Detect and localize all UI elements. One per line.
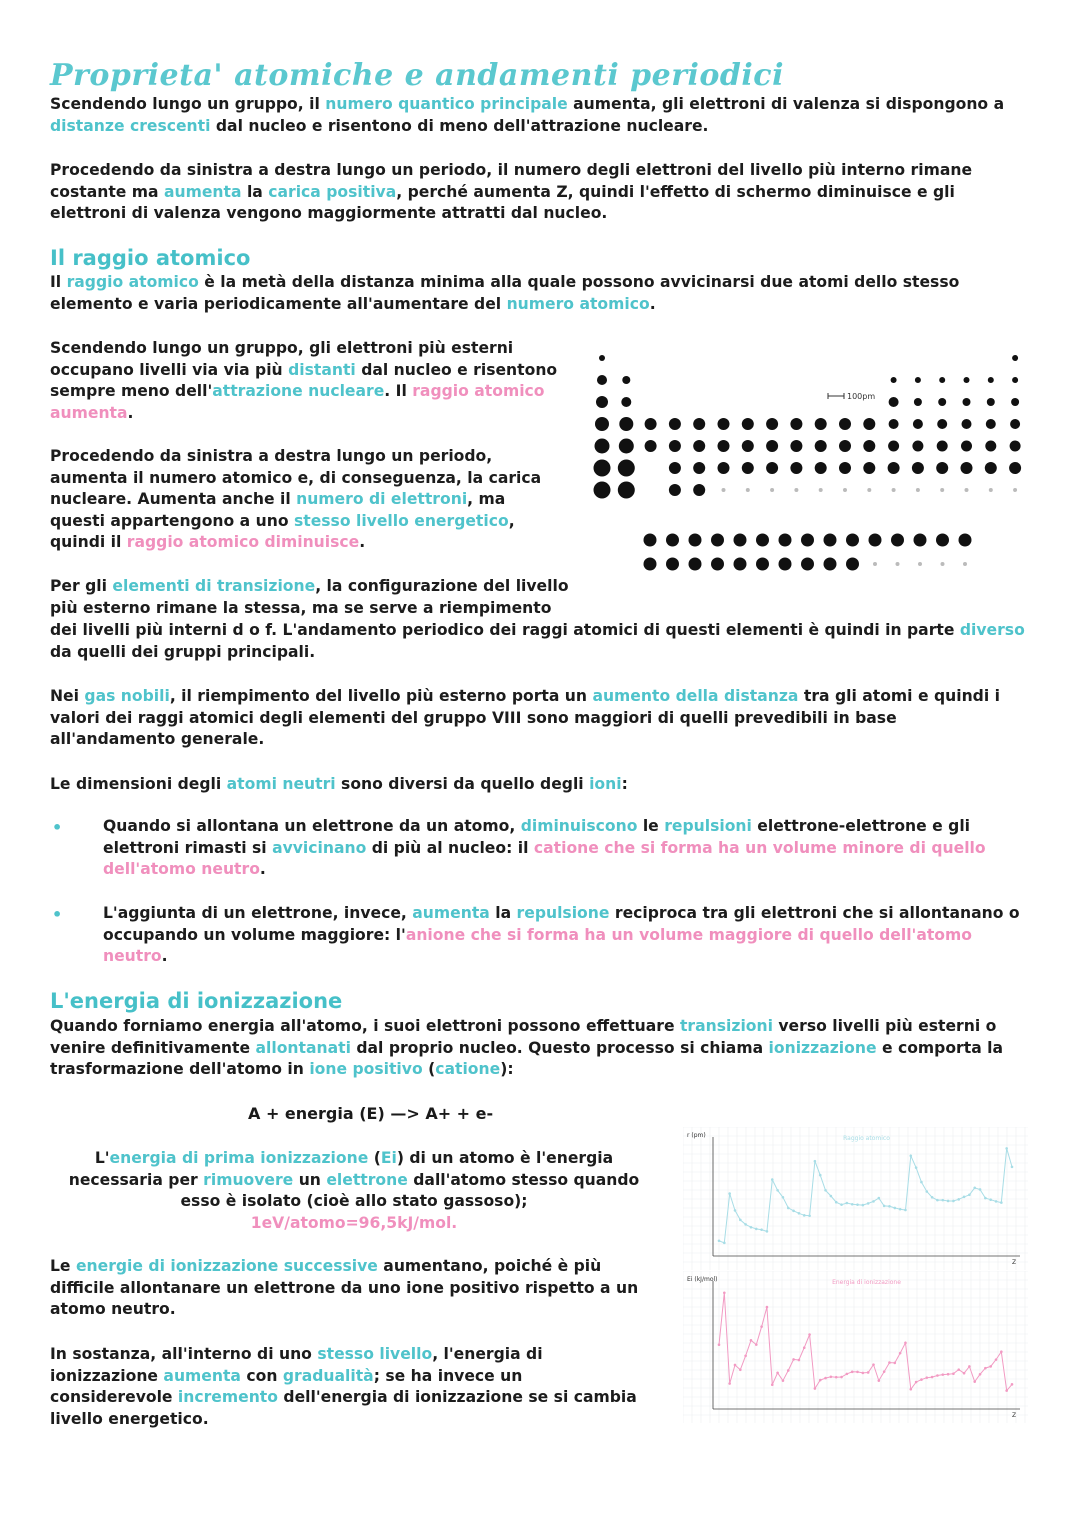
atom-circle [891, 534, 904, 547]
data-point [963, 1372, 966, 1375]
data-point [734, 1364, 737, 1367]
atom-circle [718, 440, 730, 452]
atom-circle [916, 488, 920, 492]
data-point [968, 1365, 971, 1368]
atom-circle [599, 355, 605, 361]
data-point [931, 1376, 934, 1379]
atom-circle [913, 419, 923, 429]
data-point [883, 1370, 886, 1373]
atom-circle [824, 558, 837, 571]
atom-circle [962, 419, 972, 429]
ionization-energy-chart [683, 1271, 1028, 1423]
atom-circle [815, 418, 827, 430]
atom-circle [937, 419, 947, 429]
atom-circle [889, 419, 899, 429]
atom-circle [889, 397, 899, 407]
data-point [776, 1372, 779, 1375]
data-point [798, 1359, 801, 1362]
data-point [792, 1210, 795, 1213]
chart-title: Raggio atomico [843, 1135, 890, 1142]
data-point [899, 1352, 902, 1355]
atom-circle [1012, 377, 1018, 383]
atom-circle [839, 440, 851, 452]
data-point [851, 1203, 854, 1206]
atom-circle [693, 484, 705, 496]
atom-circle [892, 488, 896, 492]
data-point [723, 1292, 726, 1295]
atom-circle [766, 462, 778, 474]
page-title: Proprieta' atomiche e andamenti periodici [50, 58, 784, 93]
atom-circle [619, 417, 633, 431]
atom-circle [779, 534, 792, 547]
data-point [872, 1200, 875, 1203]
data-point [899, 1208, 902, 1211]
data-point [941, 1373, 944, 1376]
bullet-catione: Quando si allontana un elettrone da un atomo, diminuiscono le repulsioni elettrone-elettrone e gli elettroni rimasti si avvicinano di più al nucleo: il catione che si forma ha un volume minore di quello dell'atomo neutro. [103, 817, 986, 878]
atom-circle [794, 488, 798, 492]
data-point [792, 1358, 795, 1361]
atom-circle [891, 377, 897, 383]
data-point [995, 1358, 998, 1361]
atom-circle [597, 375, 607, 385]
atom-circle [937, 441, 948, 452]
data-point [830, 1195, 833, 1198]
data-point [872, 1363, 875, 1366]
data-point [787, 1369, 790, 1372]
data-point [1005, 1389, 1008, 1392]
data-point [814, 1160, 817, 1163]
data-point [862, 1204, 865, 1207]
data-point [840, 1203, 843, 1206]
atom-circle [644, 534, 657, 547]
atom-circle [594, 460, 611, 477]
data-point [936, 1199, 939, 1202]
data-point [888, 1361, 891, 1364]
atom-circle [645, 418, 657, 430]
atom-circle [986, 419, 996, 429]
atom-circle [987, 398, 995, 406]
atom-circle [941, 562, 945, 566]
data-point [728, 1192, 731, 1195]
data-point [862, 1372, 865, 1375]
section-heading-energia: L'energia di ionizzazione [50, 989, 343, 1013]
atom-circle [1012, 355, 1018, 361]
atom-circle [988, 377, 994, 383]
atom-circle [693, 418, 705, 430]
atom-circle [621, 397, 631, 407]
atom-circle [618, 482, 635, 499]
atom-circle [756, 558, 769, 571]
atom-circle [824, 534, 837, 547]
x-axis-label: Z [1012, 1412, 1017, 1419]
data-point [904, 1342, 907, 1345]
data-point [734, 1209, 737, 1212]
atom-circle [959, 534, 972, 547]
atom-circle [693, 440, 705, 452]
data-point [989, 1365, 992, 1368]
atom-circle [873, 562, 877, 566]
y-axis-label: r (pm) [687, 1132, 706, 1139]
data-point [840, 1376, 843, 1379]
data-point [814, 1387, 817, 1390]
data-point [989, 1198, 992, 1201]
data-point [1005, 1147, 1008, 1150]
atom-circle [863, 440, 875, 452]
data-point [723, 1242, 726, 1245]
data-point [979, 1373, 982, 1376]
data-point [808, 1333, 811, 1336]
data-point [947, 1200, 950, 1203]
data-point [750, 1226, 753, 1229]
section-heading-raggio: Il raggio atomico [50, 246, 251, 270]
raggio-periodo: Procedendo da sinistra a destra lungo un periodo, aumenta il numero atomico e, di conseguenza, la carica nucleare. Aumenta anche il numero di elettroni, ma questi appartengono a uno stesso livello energetico, quindi il raggio atomico diminuisce. [50, 447, 542, 551]
data-point [744, 1223, 747, 1226]
atom-circle [779, 558, 792, 571]
atom-circle [742, 440, 754, 452]
data-point [957, 1198, 960, 1201]
data-point [973, 1380, 976, 1383]
data-point [856, 1371, 859, 1374]
data-point [925, 1190, 928, 1193]
data-point [718, 1343, 721, 1346]
data-point [920, 1378, 923, 1381]
data-point [750, 1339, 753, 1342]
data-point [830, 1375, 833, 1378]
data-point [894, 1362, 897, 1365]
atom-circle [766, 440, 778, 452]
data-point [1011, 1166, 1014, 1169]
data-point [941, 1199, 944, 1202]
atom-circle [846, 558, 859, 571]
atom-circle [618, 460, 635, 477]
data-point [915, 1166, 918, 1169]
data-point [867, 1202, 870, 1205]
y-axis-label: Ei (kJ/mol) [687, 1276, 718, 1283]
x-axis-label: Z [1012, 1259, 1017, 1266]
atom-circle [912, 441, 923, 452]
data-point [915, 1381, 918, 1384]
bullet-dot: • [52, 818, 63, 837]
data-point [936, 1374, 939, 1377]
atom-circle [790, 418, 802, 430]
atom-circle [989, 488, 993, 492]
chart-title: Energia di ionizzazione [832, 1279, 901, 1286]
intro-paragraph-2: Procedendo da sinistra a destra lungo un periodo, il numero degli elettroni del livello più interno rimane costante ma aumenta la carica positiva, perché aumenta Z, quindi l'effetto di schermo diminuisce e gli elettroni di valenza vengono maggiormente attratti dal nucleo. [50, 161, 973, 222]
data-point [739, 1219, 742, 1222]
data-point [1000, 1201, 1003, 1204]
atom-circle [734, 534, 747, 547]
data-point [952, 1200, 955, 1203]
atom-circle [964, 377, 970, 383]
atom-circle [963, 562, 967, 566]
atom-circle [815, 440, 827, 452]
atom-circle [1013, 488, 1017, 492]
atom-circle [918, 562, 922, 566]
atom-circle [985, 462, 997, 474]
scale-label: 100pm [847, 392, 876, 401]
atom-circle [711, 558, 724, 571]
data-point [803, 1346, 806, 1349]
atom-circle [594, 482, 611, 499]
atom-circle [742, 418, 754, 430]
atom-circle [985, 441, 996, 452]
data-point [867, 1371, 870, 1374]
atom-circle [770, 488, 774, 492]
atom-circle [689, 534, 702, 547]
atom-circle [756, 534, 769, 547]
atom-circle [689, 558, 702, 571]
data-point [835, 1201, 838, 1204]
atom-circle [666, 534, 679, 547]
data-point [963, 1196, 966, 1199]
data-point [878, 1379, 881, 1382]
data-point [878, 1197, 881, 1200]
intro-paragraph-1: Scendendo lungo un gruppo, il numero quantico principale aumenta, gli elettroni di valenza si dispongono a distanze crescenti dal nucleo e risentono di meno dell'attrazione nucleare. [50, 95, 1005, 135]
atom-circle [867, 488, 871, 492]
atom-circle [863, 462, 875, 474]
data-point [824, 1377, 827, 1380]
atom-circle [961, 441, 972, 452]
data-point [1000, 1350, 1003, 1353]
atom-circle [619, 439, 634, 454]
atom-circle [914, 398, 922, 406]
data-point [995, 1200, 998, 1203]
data-point [968, 1193, 971, 1196]
raggio-gas-nobili: Nei gas nobili, il riempimento del livello più esterno porta un aumento della distanza tra gli atomi e quindi i valori dei raggi atomici degli elementi del gruppo VIII sono maggiori di quelli prevedibili in base all'andamento generale. [50, 687, 1000, 748]
atom-circle [839, 462, 851, 474]
atom-circle [961, 462, 973, 474]
data-point [766, 1230, 769, 1233]
atom-circle [693, 462, 705, 474]
atom-circle [914, 534, 927, 547]
atom-circle [801, 534, 814, 547]
raggio-transizione-a: Per gli elementi di transizione, la configurazione del livello più esterno rimane la stessa, ma se serve a riempimento [50, 577, 569, 617]
data-point [803, 1214, 806, 1217]
data-point [771, 1383, 774, 1386]
data-point [952, 1372, 955, 1375]
energia-prima-ionizzazione: L'energia di prima ionizzazione (Ei) di un atomo è l'energia necessaria per rimuovere un elettrone dall'atomo stesso quando esso è isolato (cioè allo stato gassoso); 1eV/atomo=96,5kJ/mol. [68, 1149, 640, 1232]
atom-circle [734, 558, 747, 571]
raggio-transizione-b: dei livelli più interni d o f. L'andamento periodico dei raggi atomici di questi elementi è quindi in parte diverso da quelli dei gruppi principali. [50, 621, 1025, 661]
atom-circle [869, 534, 882, 547]
atom-circle [766, 418, 778, 430]
atom-circle [965, 488, 969, 492]
atom-circle [815, 462, 827, 474]
atom-circle [790, 462, 802, 474]
data-point [755, 1228, 758, 1231]
data-point [984, 1367, 987, 1370]
atom-circle [669, 418, 681, 430]
atom-circle [936, 534, 949, 547]
atom-circle [746, 488, 750, 492]
data-point [904, 1209, 907, 1212]
data-point [909, 1388, 912, 1391]
data-point [957, 1368, 960, 1371]
data-point [755, 1343, 758, 1346]
data-point [909, 1154, 912, 1157]
atom-circle [669, 440, 681, 452]
atom-circle [940, 488, 944, 492]
atom-circle [645, 440, 657, 452]
data-point [760, 1325, 763, 1328]
energia-intro: Quando forniamo energia all'atomo, i suoi elettroni possono effettuare transizioni verso livelli più esterni o venire definitivamente allontanati dal proprio nucleo. Questo processo si chiama ionizzazione e comporta la trasformazione dell'atomo in ione positivo (catione): [50, 1017, 1004, 1078]
atom-circle [939, 377, 945, 383]
atom-circle [718, 418, 730, 430]
data-point [819, 1379, 822, 1382]
atom-circle [888, 441, 899, 452]
atom-circle [596, 396, 608, 408]
data-point [979, 1188, 982, 1191]
raggio-definition: Il raggio atomico è la metà della distanza minima alla quale possono avvicinarsi due atomi dello stesso elemento e varia periodicamente all'aumentare del numero atomico. [50, 273, 960, 313]
data-point [808, 1214, 811, 1217]
atomic-radius-periodic-table [588, 340, 1030, 580]
atom-circle [722, 488, 726, 492]
raggio-gruppo: Scendendo lungo un gruppo, gli elettroni più esterni occupano livelli via via più distanti dal nucleo e risentono sempre meno dell'attrazione nucleare. Il raggio atomico aumenta. [50, 339, 558, 422]
data-point [739, 1368, 742, 1371]
atom-circle [711, 534, 724, 547]
atom-circle [863, 418, 875, 430]
atom-circle [595, 439, 610, 454]
atom-circle [888, 462, 900, 474]
data-point [984, 1197, 987, 1200]
data-point [728, 1382, 731, 1385]
atom-circle [742, 462, 754, 474]
atom-circle [963, 398, 971, 406]
atom-circle [1011, 398, 1019, 406]
data-point [894, 1207, 897, 1210]
data-point [883, 1205, 886, 1208]
raggio-ioni: Le dimensioni degli atomi neutri sono diversi da quello degli ioni: [50, 775, 628, 793]
data-point [920, 1181, 923, 1184]
data-point [856, 1203, 859, 1206]
data-point [744, 1355, 747, 1358]
atom-circle [644, 558, 657, 571]
series-line [719, 1148, 1012, 1243]
data-point [798, 1212, 801, 1215]
atom-circle [669, 462, 681, 474]
atom-circle [896, 562, 900, 566]
series-line [719, 1293, 1012, 1391]
atom-circle [666, 558, 679, 571]
data-point [782, 1196, 785, 1199]
atom-circle [819, 488, 823, 492]
atom-circle [915, 377, 921, 383]
atom-circle [1010, 441, 1021, 452]
data-point [782, 1379, 785, 1382]
data-point [846, 1373, 849, 1376]
energia-sostanza: In sostanza, all'interno di uno stesso livello, l'energia di ionizzazione aumenta con gradualità; se ha invece un considerevole incremento dell'energia di ionizzazione se si cambia livello energetico. [50, 1345, 637, 1428]
atom-circle [843, 488, 847, 492]
atom-circle [938, 398, 946, 406]
data-point [888, 1205, 891, 1208]
data-point [931, 1196, 934, 1199]
atom-circle [846, 534, 859, 547]
atom-circle [622, 376, 630, 384]
data-point [835, 1376, 838, 1379]
bullet-dot: • [52, 905, 63, 924]
atom-circle [669, 484, 681, 496]
data-point [846, 1202, 849, 1205]
data-point [1011, 1383, 1014, 1386]
energia-successive: Le energie di ionizzazione successive aumentano, poiché è più difficile allontanare un elettrone da uno ione positivo rispetto a un atomo neutro. [50, 1257, 639, 1318]
data-point [760, 1228, 763, 1231]
data-point [766, 1306, 769, 1309]
ionization-equation: A + energia (E) —> A+ + e- [248, 1104, 494, 1123]
data-point [771, 1178, 774, 1181]
data-point [718, 1240, 721, 1243]
atom-circle [839, 418, 851, 430]
data-point [824, 1189, 827, 1192]
data-point [776, 1189, 779, 1192]
atom-circle [801, 558, 814, 571]
atom-circle [718, 462, 730, 474]
atom-circle [595, 417, 609, 431]
atom-circle [1010, 419, 1020, 429]
atomic-radius-chart [683, 1127, 1028, 1270]
data-point [973, 1187, 976, 1190]
data-point [947, 1373, 950, 1376]
data-point [787, 1207, 790, 1210]
atom-circle [790, 440, 802, 452]
bullet-anione: L'aggiunta di un elettrone, invece, aumenta la repulsione reciproca tra gli elettroni che si allontanano o occupando un volume maggiore: l'anione che si forma ha un volume maggiore di quello dell'atomo neutro. [103, 904, 1020, 965]
data-point [851, 1371, 854, 1374]
atom-circle [936, 462, 948, 474]
data-point [925, 1376, 928, 1379]
atom-circle [912, 462, 924, 474]
atom-circle [1009, 462, 1021, 474]
data-point [819, 1174, 822, 1177]
